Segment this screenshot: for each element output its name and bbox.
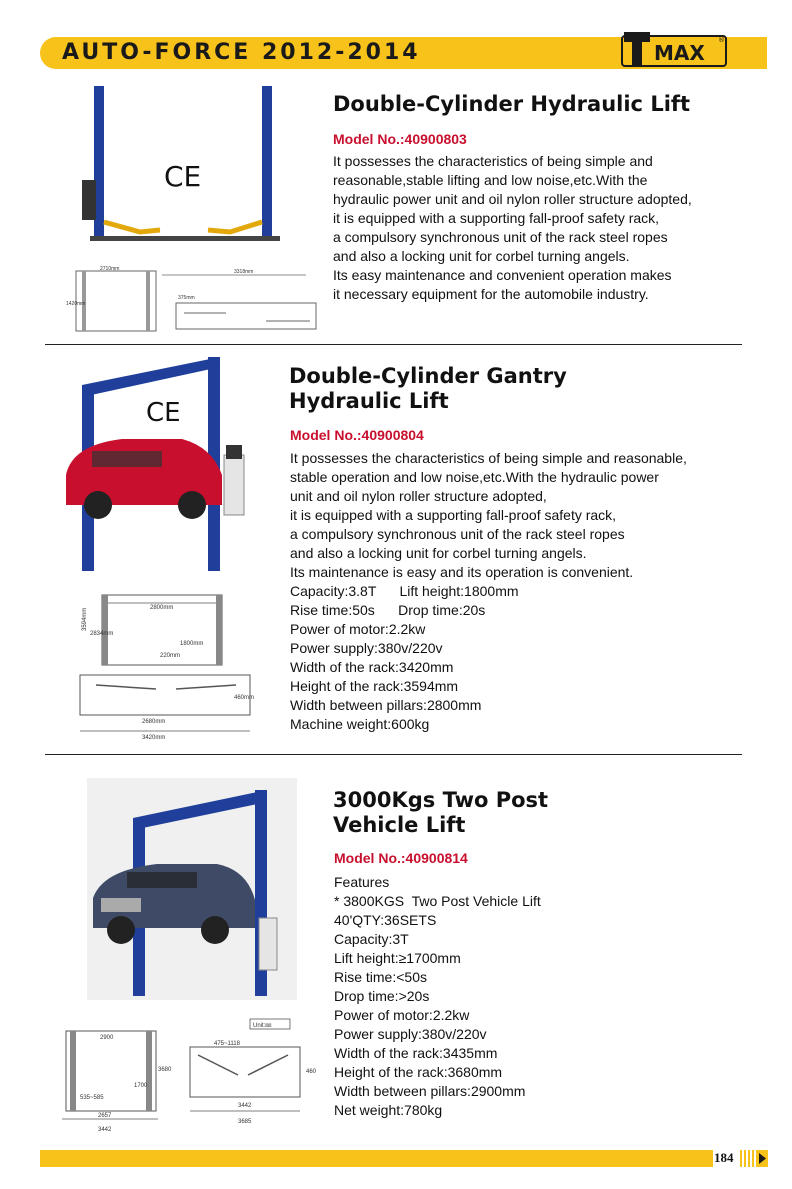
desc-line: * 3800KGS Two Post Vehicle Lift	[334, 893, 541, 909]
drawing2-width: 2800mm	[150, 605, 174, 611]
footer-bar	[40, 1150, 713, 1167]
desc-line: and also a locking unit for corbel turning angels.	[290, 545, 587, 561]
ce-mark-2: CE	[146, 398, 181, 428]
desc-line: reasonable,stable lifting and low noise,etc.With the	[333, 172, 648, 188]
product-2-description	[290, 449, 687, 734]
product-2-title: Double-Cylinder Gantry Hydraulic Lift	[289, 364, 567, 413]
product-1-model: Model No.:40900803	[333, 131, 467, 147]
product-2-model: Model No.:40900804	[290, 427, 424, 443]
desc-line: Features	[334, 874, 390, 890]
drawing2-base: 220mm	[160, 653, 181, 659]
drawing3-inner: 535~585	[80, 1095, 104, 1101]
drawing3-w2: 3685	[238, 1119, 252, 1125]
product-1-title: Double-Cylinder Hydraulic Lift	[333, 92, 691, 116]
drawing3-width: 2900	[100, 1035, 114, 1041]
desc-line: Its easy maintenance and convenient operation makes	[333, 267, 672, 283]
section-divider	[45, 754, 742, 755]
drawing3-lift: 1700	[134, 1083, 148, 1089]
page-number: 184	[714, 1150, 734, 1165]
desc-line: it is equipped with a supporting fall-proof safety rack,	[290, 507, 617, 523]
desc-line: Capacity:3.8T Lift height:1800mm	[290, 583, 519, 599]
product-3-drawing	[58, 1015, 328, 1138]
desc-line: Power of motor:2.2kw	[334, 1007, 470, 1023]
desc-line: Rise time:<50s	[334, 969, 427, 985]
desc-line: a compulsory synchronous unit of the rack steel ropes	[333, 229, 668, 245]
desc-line: Width of the rack:3420mm	[290, 659, 454, 675]
svg-text:®: ®	[718, 36, 725, 44]
product-3-model: Model No.:40900814	[334, 850, 468, 866]
drawing3-unit: Unit:㎜	[253, 1023, 272, 1029]
desc-line: Width between pillars:2800mm	[290, 697, 482, 713]
product-3-title: 3000Kgs Two Post Vehicle Lift	[333, 788, 549, 837]
drawing2-lift: 1800mm	[180, 641, 204, 647]
desc-line: Capacity:3T	[334, 931, 409, 947]
desc-line: it is equipped with a supporting fall-proof safety rack,	[333, 210, 660, 226]
desc-line: Net weight:780kg	[334, 1102, 443, 1118]
drawing1-side: 375mm	[178, 295, 195, 301]
drawing3-height: 3680	[158, 1067, 172, 1073]
desc-line: Width between pillars:2900mm	[334, 1083, 526, 1099]
drawing1-left: 1420mm	[66, 301, 86, 307]
drawing2-inner-w: 2680mm	[142, 719, 166, 725]
drawing1-total: 3318mm	[234, 269, 254, 275]
drawing3-side: 460	[306, 1069, 317, 1075]
desc-line: Lift height:≥1700mm	[334, 950, 461, 966]
desc-line: It possesses the characteristics of being simple and reasonable,	[290, 450, 687, 466]
drawing1-top: 2710mm	[100, 266, 120, 272]
drawing3-base2: 3442	[98, 1127, 112, 1133]
desc-line: Its maintenance is easy and its operation is convenient.	[290, 564, 634, 580]
footer-stripes	[740, 1150, 754, 1167]
desc-line: unit and oil nylon roller structure adopted,	[290, 488, 547, 504]
product-3-photo	[87, 778, 297, 1000]
desc-line: Power supply:380v/220v	[334, 1026, 487, 1042]
drawing2-side: 460mm	[234, 695, 255, 701]
drawing2-height: 3594mm	[82, 607, 88, 631]
tmax-logo	[620, 30, 730, 72]
desc-line: and also a locking unit for corbel turning angels.	[333, 248, 630, 264]
header-title: AUTO-FORCE 2012-2014	[62, 40, 421, 65]
next-arrow-icon	[756, 1150, 768, 1167]
svg-text:MAX: MAX	[654, 41, 705, 65]
desc-line: Machine weight:600kg	[290, 716, 430, 732]
desc-line: a compulsory synchronous unit of the rack steel ropes	[290, 526, 625, 542]
drawing3-w1: 3442	[238, 1103, 252, 1109]
drawing2-inner-h: 2834mm	[90, 631, 114, 637]
desc-line: Rise time:50s Drop time:20s	[290, 602, 486, 618]
desc-line: stable operation and low noise,etc.With the hydraulic power	[290, 469, 659, 485]
ce-mark-1: CE	[164, 160, 202, 193]
product-1-drawing	[66, 265, 328, 340]
product-1-photo	[80, 82, 290, 250]
product-2-photo	[62, 355, 262, 575]
drawing3-base1: 2657	[98, 1113, 112, 1119]
desc-line: Width of the rack:3435mm	[334, 1045, 498, 1061]
desc-line: hydraulic power unit and oil nylon roller structure adopted,	[333, 191, 692, 207]
desc-line: Height of the rack:3680mm	[334, 1064, 503, 1080]
drawing3-arm: 475~1118	[214, 1041, 240, 1047]
product-2-drawing	[76, 585, 266, 745]
desc-line: 40'QTY:36SETS	[334, 912, 437, 928]
drawing2-rack-w: 3420mm	[142, 735, 166, 741]
desc-line: It possesses the characteristics of being simple and	[333, 153, 653, 169]
desc-line: Drop time:>20s	[334, 988, 430, 1004]
desc-line: Power supply:380v/220v	[290, 640, 443, 656]
desc-line: Height of the rack:3594mm	[290, 678, 459, 694]
product-1-description	[333, 152, 692, 304]
desc-line: Power of motor:2.2kw	[290, 621, 426, 637]
desc-line: it necessary equipment for the automobile industry.	[333, 286, 649, 302]
product-3-description	[334, 873, 541, 1120]
section-divider	[45, 344, 742, 345]
